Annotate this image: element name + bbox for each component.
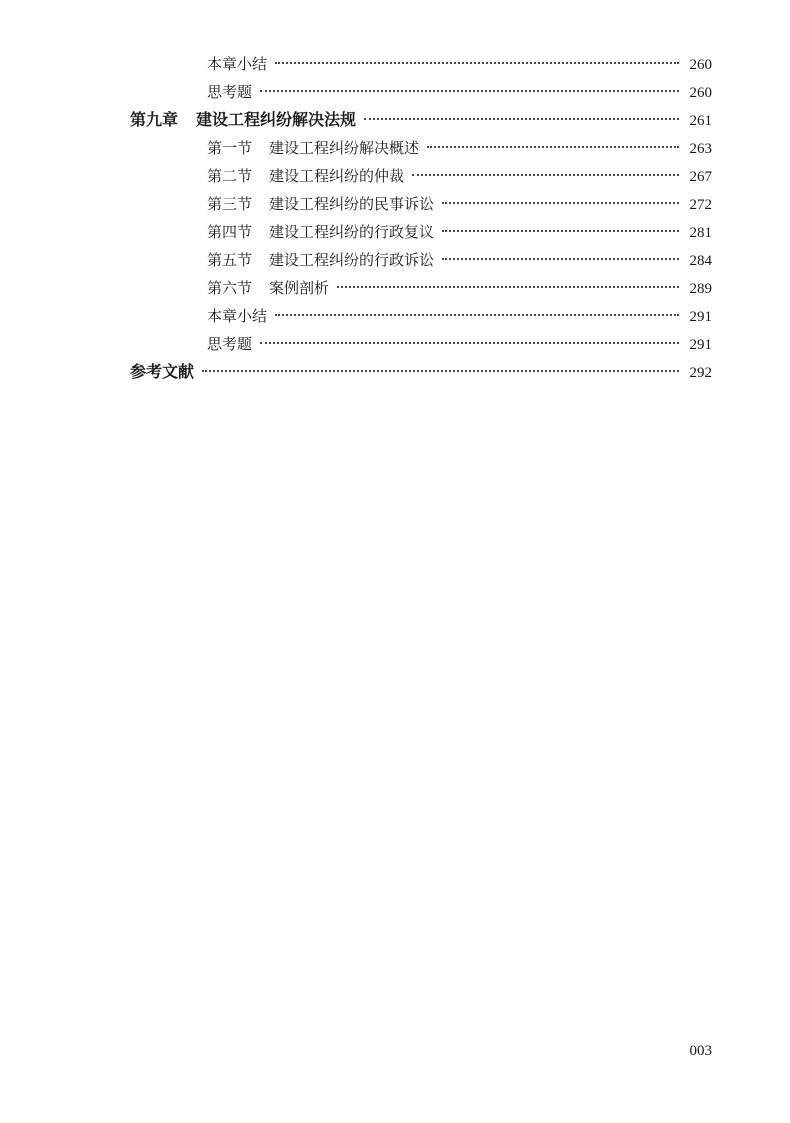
toc-entry-page: 267 (689, 169, 712, 185)
toc-entry[interactable] (130, 218, 712, 246)
toc-entry[interactable] (130, 246, 712, 274)
dot-leader (412, 174, 679, 176)
dot-leader (275, 62, 679, 64)
toc-entry[interactable] (130, 274, 712, 302)
toc-entry-title: 建设工程纠纷的行政复议 (269, 223, 435, 241)
toc-entry[interactable] (130, 330, 712, 358)
toc-entry-title: 参考文献 (130, 362, 195, 381)
toc-section-number: 第四节 (207, 223, 253, 241)
dot-leader (442, 230, 679, 232)
toc-chapter-number: 第九章 (130, 110, 179, 129)
toc-entry-page: 284 (689, 253, 712, 269)
toc-entry-title: 思考题 (207, 335, 253, 353)
toc-entry-title: 本章小结 (207, 55, 268, 73)
toc-entry-title: 建设工程纠纷的行政诉讼 (269, 251, 435, 269)
table-of-contents (130, 50, 712, 386)
toc-entry-title: 思考题 (207, 83, 253, 101)
toc-entry[interactable] (130, 50, 712, 78)
toc-entry-title: 案例剖析 (269, 279, 330, 297)
toc-section-number: 第一节 (207, 139, 253, 157)
toc-entry[interactable] (130, 162, 712, 190)
toc-entry-page: 281 (689, 225, 712, 241)
page-number: 003 (689, 1043, 712, 1059)
toc-entry-page: 291 (689, 337, 712, 353)
toc-references-entry[interactable] (130, 358, 712, 386)
toc-entry-page: 261 (689, 113, 712, 129)
toc-entry-page: 289 (689, 281, 712, 297)
dot-leader (427, 146, 679, 148)
dot-leader (260, 342, 679, 344)
toc-entry-title: 建设工程纠纷的仲裁 (269, 167, 405, 185)
toc-entry[interactable] (130, 190, 712, 218)
toc-entry-page: 263 (689, 141, 712, 157)
toc-section-number: 第二节 (207, 167, 253, 185)
dot-leader (337, 286, 679, 288)
toc-chapter-entry[interactable] (130, 106, 712, 134)
dot-leader (442, 202, 679, 204)
toc-entry-title: 建设工程纠纷的民事诉讼 (269, 195, 435, 213)
toc-entry-title: 建设工程纠纷解决概述 (269, 139, 420, 157)
dot-leader (275, 314, 679, 316)
toc-entry-page: 291 (689, 309, 712, 325)
dot-leader (202, 370, 679, 372)
toc-entry[interactable] (130, 302, 712, 330)
toc-section-number: 第六节 (207, 279, 253, 297)
toc-entry-title: 建设工程纠纷解决法规 (196, 110, 357, 129)
dot-leader (260, 90, 679, 92)
toc-entry[interactable] (130, 134, 712, 162)
toc-entry[interactable] (130, 78, 712, 106)
toc-entry-page: 272 (689, 197, 712, 213)
toc-entry-page: 260 (689, 85, 712, 101)
toc-section-number: 第五节 (207, 251, 253, 269)
dot-leader (442, 258, 679, 260)
dot-leader (364, 118, 679, 120)
toc-entry-title: 本章小结 (207, 307, 268, 325)
toc-entry-page: 292 (689, 365, 712, 381)
toc-entry-page: 260 (689, 57, 712, 73)
toc-section-number: 第三节 (207, 195, 253, 213)
